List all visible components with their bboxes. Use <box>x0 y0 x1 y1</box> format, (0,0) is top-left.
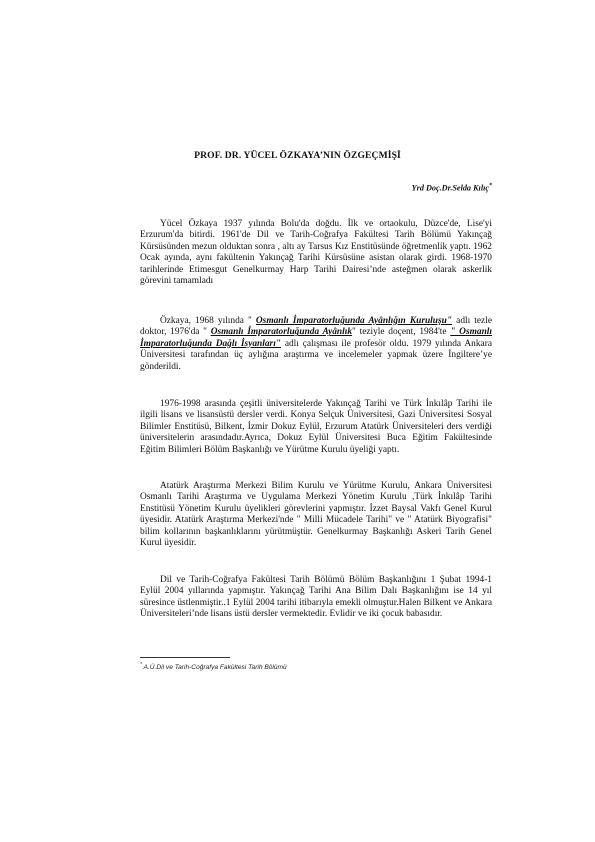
author-name: Yrd Doç.Dr.Selda Kılıç <box>411 183 489 193</box>
footnote-mark: * <box>140 662 142 668</box>
footnote-divider <box>140 657 230 658</box>
footnote-text: A.Ü.Dil ve Tarih-Coğrafya Fakültesi Tarih Bölümü <box>143 664 287 672</box>
para2-text-c: " teziyle doçent, 1984'te <box>352 327 451 338</box>
author-footnote-mark: * <box>489 183 492 189</box>
thesis-title-1: Osmanlı İmparatorluğunda Ayânlığın Kuruluşu" <box>255 316 453 326</box>
footnote <box>140 662 287 671</box>
paragraph-3: 1976-1998 arasında çeşitli üniversitelerde Yakınçağ Tarihi ve Türk İnkılâp Tarihi ile ilgili lisans ve lisansüstü dersler verdi. Konya Selçuk Üniversitesi, Gazi Üniversitesi Sosyal Bilimler Enstitüsü, Bilkent, İzmir Dokuz Eylül, Erzurum Atatürk Üniversiteleri ders verdiği üniversitelerin arasındadır.Ayrıca, Dokuz Eylül Üniversitesi Buca Eğitim Fakültesinde Eğitim Bilimleri Bölüm Başkanlığı ve Yürütme Kurulu üyeliği yaptı. <box>140 399 492 455</box>
para2-text-a: Özkaya, 1968 yılında " <box>160 316 256 326</box>
paragraph-2 <box>140 316 492 373</box>
document-title: PROF. DR. YÜCEL ÖZKAYA’NIN ÖZGEÇMİŞİ <box>194 150 401 161</box>
paragraph-1: Yücel Özkaya 1937 yılında Bolu'da doğdu. İlk ve ortaokulu, Düzce'de, Lise'yi Erzurum'da bitirdi. 1961'de Dil ve Tarih-Coğrafya Fakültesi Tarih Bölümü Yakınçağ Kürsüsünden mezun olduktan sonra , altı ay Tarsus Kız Enstitüsünde öğretmenlik yaptı. 1962 Ocak ayında, aynı fakültenin Yakınçağ Tarihi Kürsüsüne asistan olarak girdi. 1968-1970 tarihlerinde Etimesgut Genelkurmay Harp Tarihi Dairesi’nde asteğmen olarak askerlik görevini tamamladı <box>140 219 492 287</box>
para2-text-d: adlı çalışması ile profesör oldu. 1979 yılında Ankara Üniversitesi tarafından üç aylığına araştırma ve incelemeler yapmak üzere İngiltere’ye gönderildi. <box>140 338 492 372</box>
paragraph-4: Atatürk Araştırma Merkezi Bilim Kurulu ve Yürütme Kurulu, Ankara Üniversitesi Osmanlı Tarihi Araştırma ve Uygulama Merkezi Yönetim Kurulu ,Türk İnkılâp Tarihi Enstitüsü Yönetim Kurulu üyelikleri görevlerini yapmıştır. İzzet Baysal Vakfı Genel Kurul üyesidir. Atatürk Araştırma Merkezi'nde " Milli Mücadele Tarihi" ve " Atatürk Biyografisi" bilim kollarının başkanlıklarını yürütmüştür. Genelkurmay Başkanlığı Askeri Tarih Genel Kurul üyesidir. <box>140 481 492 549</box>
thesis-title-2: Osmanlı İmparatorluğunda Ayânlık <box>210 327 353 338</box>
thesis-title-3: " Osmanlı İmparatorluğunda Dağlı İsyanları" <box>140 327 493 349</box>
paragraph-5: Dil ve Tarih-Coğrafya Fakültesi Tarih Bölümü Bölüm Başkanlığını 1 Şubat 1994-1 Eylül 2004 yıllarında yapmıştır. Yakınçağ Tarihi Ana Bilim Dalı Başkanlığını ise 14 yıl süresince üstlenmiştir..1 Eylül 2004 tarihi itibarıyla emekli olmuştur.Halen Bilkent ve Ankara Üniversiteleri’nde lisans üstü dersler vermektedir. Evlidir ve iki çocuk babasıdır. <box>140 575 492 620</box>
author-line <box>412 183 492 193</box>
para2-text-b: adlı tezle doktor, 1976'da " <box>140 316 492 338</box>
